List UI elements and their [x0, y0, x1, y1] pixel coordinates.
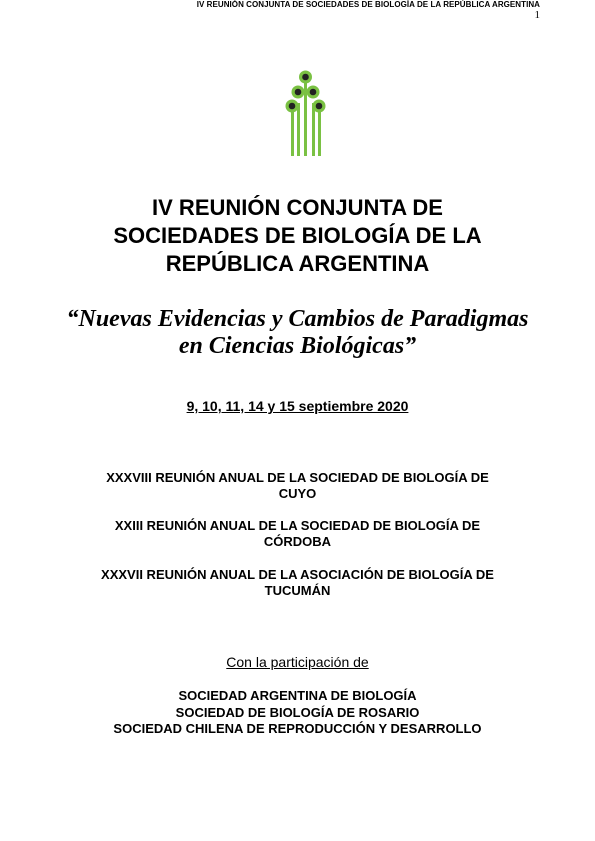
meeting-line: XXXVII REUNIÓN ANUAL DE LA ASOCIACIÓN DE BIOLOGÍA DE — [101, 567, 494, 582]
meeting-line: TUCUMÁN — [264, 583, 331, 598]
subtitle-line: “Nuevas Evidencias y Cambios de Paradigmas — [66, 306, 529, 332]
title-line: IV REUNIÓN CONJUNTA DE — [152, 195, 443, 220]
society-name: SOCIEDAD ARGENTINA DE BIOLOGÍA — [178, 688, 417, 703]
meeting-line: XXIII REUNIÓN ANUAL DE LA SOCIEDAD DE BIOLOGÍA DE — [114, 518, 481, 533]
tree-logo-icon — [283, 70, 329, 156]
meeting-line: CÓRDOBA — [263, 534, 332, 549]
page-number: 1 — [534, 9, 540, 21]
participation-intro: Con la participación de — [226, 654, 369, 670]
subtitle — [0, 306, 595, 360]
meeting-line: XXXVIII REUNIÓN ANUAL DE LA SOCIEDAD DE BIOLOGÍA DE — [106, 470, 489, 485]
main-title — [0, 194, 595, 278]
running-header: IV REUNIÓN CONJUNTA DE SOCIEDADES DE BIOLOGÍA DE LA REPÚBLICA ARGENTINA — [196, 0, 540, 9]
society-name: SOCIEDAD CHILENA DE REPRODUCCIÓN Y DESARROLLO — [113, 721, 482, 736]
title-line: SOCIEDADES DE BIOLOGÍA DE LA — [113, 223, 482, 248]
meeting-tucuman — [0, 567, 595, 599]
meeting-cuyo — [0, 470, 595, 502]
event-dates: 9, 10, 11, 14 y 15 septiembre 2020 — [186, 398, 409, 414]
subtitle-line: en Ciencias Biológicas” — [178, 333, 417, 359]
title-line: REPÚBLICA ARGENTINA — [165, 251, 430, 276]
participating-societies — [0, 688, 595, 738]
meeting-cordoba — [0, 518, 595, 550]
meeting-line: CUYO — [278, 486, 317, 501]
society-name: SOCIEDAD DE BIOLOGÍA DE ROSARIO — [175, 704, 420, 720]
